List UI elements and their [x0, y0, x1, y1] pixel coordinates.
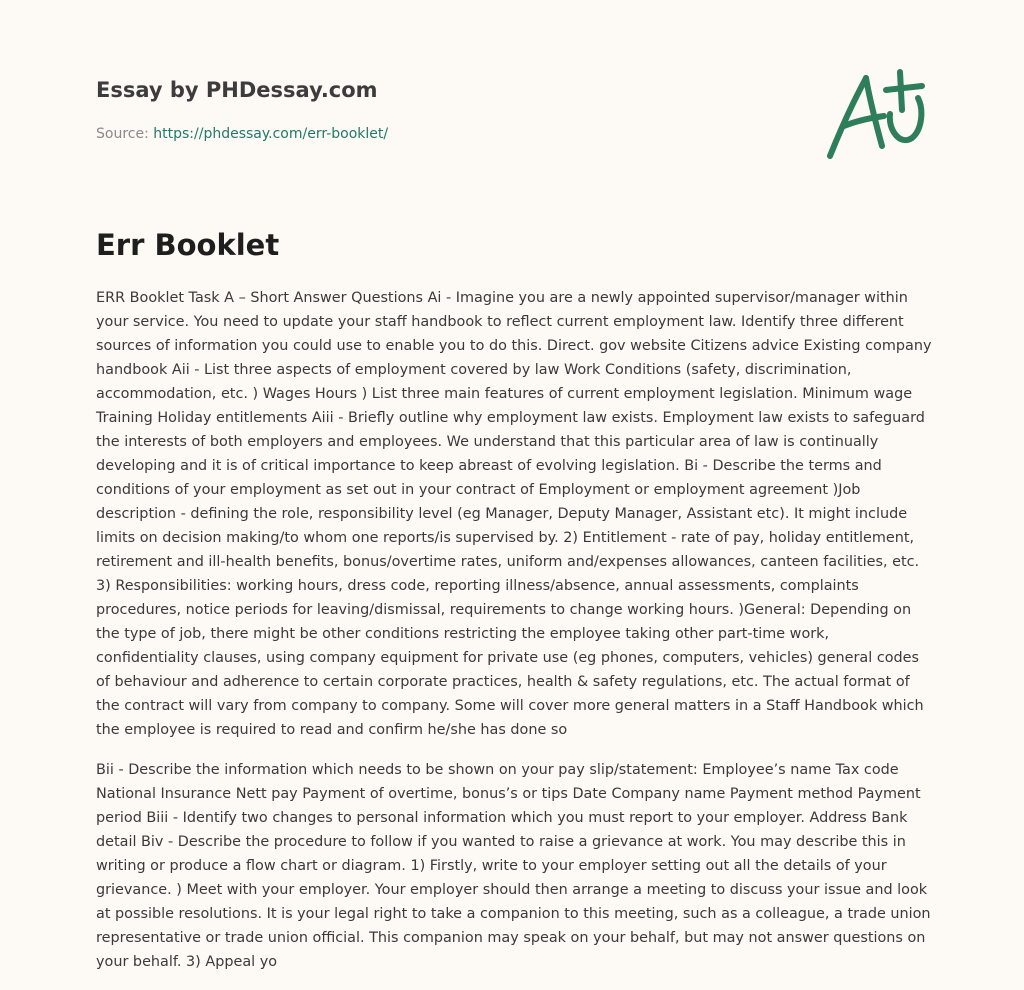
source-line: [96, 124, 388, 144]
a-plus-logo-icon: [822, 66, 932, 166]
essay-paragraph: Bii - Describe the information which needs to be shown on your pay slip/statement: Employee’s name Tax code National Insurance Nett pay Payment of overtime, bonus’s or tips Date Company name Payment method Payment period Biii - Identify two changes to personal information which you must report to your employer. Address Bank detail Biv - Describe the procedure to follow if you wanted to raise a grievance at work. You may describe this in writing or produce a flow chart or diagram. 1) Firstly, write to your employer setting out all the details of your grievance. ) Meet with your employer. Your employer should then arrange a meeting to discuss your issue and look at possible resolutions. It is your legal right to take a companion to this meeting, such as a colleague, a trade union representative or trade union official. This companion may speak on your behalf, but may not answer questions on your behalf. 3) Appeal yo: [96, 762, 931, 970]
page-header: [96, 76, 796, 142]
source-label: Source:: [96, 126, 149, 142]
source-link[interactable]: https://phdessay.com/err-booklet/: [153, 126, 389, 142]
essay-paragraph: ERR Booklet Task A – Short Answer Questions Ai - Imagine you are a newly appointed supervisor/manager within your service. You need to update your staff handbook to reflect current employment law. Identify three different sources of information you could use to enable you to do this. Direct. gov website Citizens advice Existing company handbook Aii - List three aspects of employment covered by law Work Conditions (safety, discrimination, accommodation, etc. ) Wages Hours ) List three main features of current employment legislation. Minimum wage Training Holiday entitlements Aiii - Briefly outline why employment law exists. Employment law exists to safeguard the interests of both employers and employees. We understand that this particular area of law is continually developing and it is of critical importance to keep abreast of evolving legislation. Bi - Describe the terms and conditions of your employment as set out in your contract of Employment or employment agreement )Job description - defining the role, responsibility level (eg Manager, Deputy Manager, Assistant etc). It might include limits on decision making/to whom one reports/is supervised by. 2) Entitlement - rate of pay, holiday entitlement, retirement and ill-health benefits, bonus/overtime rates, uniform and/expenses allowances, canteen facilities, etc. 3) Responsibilities: working hours, dress code, reporting illness/absence, annual assessments, complaints procedures, notice periods for leaving/dismissal, requirements to change working hours. )General: Depending on the type of job, there might be other conditions restricting the employee taking other part-time work, confidentiality clauses, using company equipment for private use (eg phones, computers, vehicles) general codes of behaviour and adherence to certain corporate practices, health & safety regulations, etc. The actual format of the contract will vary from company to company. Some will cover more general matters in a Staff Handbook which the employee is required to read and confirm he/she has done so: [96, 290, 932, 738]
essay-title: Err Booklet: [96, 228, 280, 262]
essay-body: [96, 286, 932, 990]
brand-title: Essay by PHDessay.com: [96, 78, 378, 102]
